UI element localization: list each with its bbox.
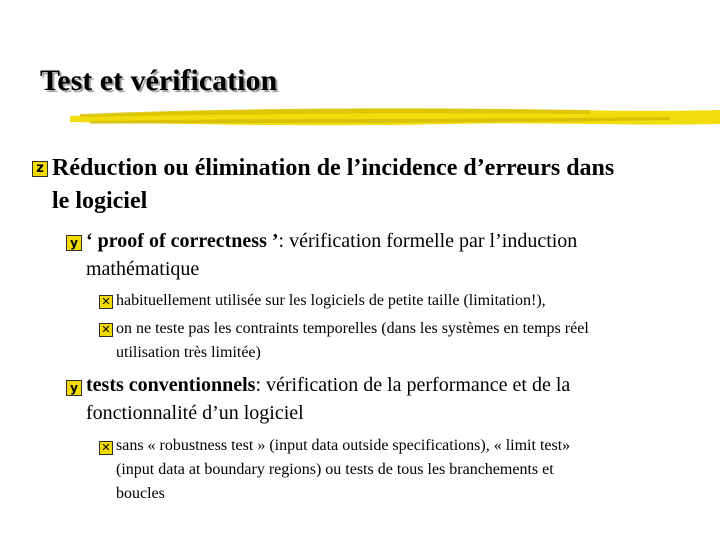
sub2-item1-line3: boucles xyxy=(116,485,165,502)
slide-title: Test et vérification xyxy=(40,64,278,97)
sub1-line2: mathématique xyxy=(86,258,200,280)
sub2-item1-line2: (input data at boundary regions) ou tests de tous les branchements et xyxy=(116,461,554,478)
sub1-bold-lead: ‘ proof of correctness ’ xyxy=(86,230,279,252)
level1-bullet-icon: z xyxy=(32,161,48,177)
sub1-line1-rest: : vérification formelle par l’induction xyxy=(278,230,578,252)
level2-bullet-icon: y xyxy=(66,235,82,251)
sub1-line1 xyxy=(86,230,577,253)
sub1-item2-line2: utilisation très limitée) xyxy=(116,344,261,361)
sub2-item1-line1: sans « robustness test » (input data outside specifications), « limit test» xyxy=(116,437,571,454)
title-underline-decoration xyxy=(70,100,720,134)
sub1-item2-line1: on ne teste pas les contraints temporelles (dans les systèmes en temps réel xyxy=(116,320,589,337)
sub1-item1-line1: habituellement utilisée sur les logiciels de petite taille (limitation!), xyxy=(116,292,546,309)
sub2-line1 xyxy=(86,374,570,397)
sub2-bold-lead: tests conventionnels xyxy=(86,374,256,396)
level3-bullet-icon: ✕ xyxy=(99,295,113,309)
sub2-line2: fonctionnalité d’un logiciel xyxy=(86,402,304,424)
level3-bullet-icon: ✕ xyxy=(99,323,113,337)
level3-bullet-icon: ✕ xyxy=(99,441,113,455)
main-point-line1: Réduction ou élimination de l’incidence d’erreurs dans xyxy=(52,155,615,181)
sub2-line1-rest: : vérification de la performance et de la xyxy=(255,374,571,396)
level2-bullet-icon: y xyxy=(66,380,82,396)
main-point-line2: le logiciel xyxy=(52,188,148,214)
